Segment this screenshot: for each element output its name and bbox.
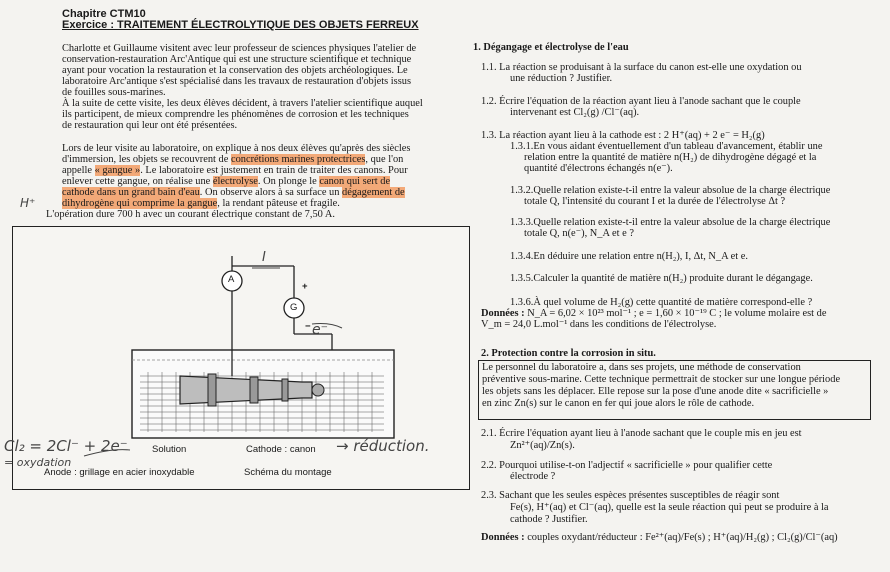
- info-line: préventive sous-marine. Cette technique permettrait de stocker sur une longue période: [482, 374, 841, 385]
- intro-line: conservation-restauration Arc'Antique qui est une structure scientifique et technique: [62, 54, 412, 65]
- cathode-label: Cathode : canon: [246, 444, 316, 455]
- handwritten-current: I: [262, 250, 266, 265]
- intro-line: cathode dans un grand bain d'eau. On observe alors à sa surface un dégagement de: [62, 187, 405, 198]
- intro-line: ayant pour vocation la restauration et la conservation des objets archéologiques. Le: [62, 65, 408, 76]
- section2-title: 2. Protection contre la corrosion in situ.: [481, 348, 656, 359]
- question-2-3-cont: Fe(s), H⁺(aq) et Cl⁻(aq), quelle est la seule réaction qui peut se produire à la: [510, 502, 829, 513]
- intro-line: dihydrogène qui comprime la gangue, la rendant pâteuse et fragile.: [62, 198, 340, 209]
- info-line: en zinc Zn(s) sur le canon en fer qui joue alors le rôle de cathode.: [482, 398, 755, 409]
- highlight: dihydrogène qui comprime la gangue: [62, 198, 218, 209]
- intro-line: Lors de leur visite au laboratoire, on explique à nos deux élèves qu'après des siècles: [62, 143, 411, 154]
- question-1-1-cont: une réduction ? Justifier.: [510, 73, 613, 84]
- question-1-3-3-cont: totale Q, n(e⁻), N_A et e ?: [524, 228, 634, 239]
- info-line: les objets sans les déplacer. Elle repose sur la pose d'une anode dite « sacrificielle »: [482, 386, 829, 397]
- schema-caption: Schéma du montage: [244, 467, 332, 478]
- solution-label: Solution: [152, 444, 187, 455]
- intro-line: enlever cette gangue, on réalise une électrolyse. On plonge le canon qui sert de: [62, 176, 391, 187]
- question-1-3-1-cont: quantité d'électrons échangés n(e⁻).: [524, 163, 673, 174]
- question-1-1: 1.1. La réaction se produisant à la surface du canon est-elle une oxydation ou: [481, 62, 802, 73]
- intro-line: de restauration qui leur ont été présentées.: [62, 120, 238, 131]
- question-2-2-cont: électrode ?: [510, 471, 556, 482]
- highlight: « gangue »: [94, 165, 141, 176]
- question-1-2: 1.2. Écrire l'équation de la réaction ayant lieu à l'anode sachant que le couple: [481, 96, 801, 107]
- intro-line: L'opération dure 700 h avec un courant électrique constant de 7,50 A.: [46, 209, 335, 220]
- minus-sign: −: [305, 321, 311, 332]
- ammeter-label: A: [228, 274, 235, 285]
- question-2-1: 2.1. Écrire l'équation ayant lieu à l'anode sachant que le couple mis en jeu est: [481, 428, 802, 439]
- info-line: Le personnel du laboratoire a, dans ses projets, une méthode de conservation: [482, 362, 801, 373]
- highlight: électrolyse: [212, 176, 258, 187]
- generator-label: G: [290, 302, 298, 313]
- question-1-2-cont: intervenant est Cl₂(g) /Cl⁻(aq).: [510, 107, 640, 118]
- question-1-3-6: 1.3.6.À quel volume de H₂(g) cette quantité de matière correspond-elle ?: [510, 297, 813, 308]
- exercise-title: Exercice : TRAITEMENT ÉLECTROLYTIQUE DES OBJETS FERREUX: [62, 19, 419, 31]
- section1-title: 1. Dégangage et électrolyse de l'eau: [473, 42, 629, 53]
- intro-line: appelle « gangue ». Le laboratoire est justement en train de traiter des canons. Pour: [62, 165, 408, 176]
- question-2-2: 2.2. Pourquoi utilise-t-on l'adjectif « sacrificielle » pour qualifier cette: [481, 460, 773, 471]
- data-1: Données : N_A = 6,02 × 10²³ mol⁻¹ ; e = 1,60 × 10⁻¹⁹ C ; le volume molaire est de: [481, 308, 827, 319]
- handwritten-electron: e⁻: [312, 322, 329, 338]
- handwritten-reduction: → réduction.: [336, 437, 430, 455]
- question-1-3-1: 1.3.1.En vous aidant éventuellement d'un tableau d'avancement, établir une: [510, 141, 823, 152]
- data-2: Données : couples oxydant/réducteur : Fe²⁺(aq)/Fe(s) ; H⁺(aq)/H₂(g) ; Cl₂(g)/Cl⁻(aq): [481, 532, 838, 543]
- intro-line: Charlotte et Guillaume visitent avec leur professeur de sciences physiques l'atelier de: [62, 43, 417, 54]
- intro-line: laboratoire Arc'antique s'est spécialisé dans les travaux de restauration d'objets issus: [62, 76, 411, 87]
- highlight: cathode dans un grand bain d'eau: [62, 187, 200, 198]
- intro-line: À la suite de cette visite, les deux élèves décident, à travers l'atelier scientifique auquel: [62, 98, 423, 109]
- intro-line: d'immersion, les objets se recouvrent de concrétions marines protectrices, que l'on: [62, 154, 404, 165]
- question-1-3-1-cont: relation entre la quantité de matière n(H₂) de dihydrogène dégagé et la: [524, 152, 817, 163]
- question-1-3-3: 1.3.3.Quelle relation existe-t-il entre la valeur absolue de la charge électrique: [510, 217, 831, 228]
- question-2-1-cont: Zn²⁺(aq)/Zn(s).: [510, 440, 575, 451]
- question-2-3-cont: cathode ? Justifier.: [510, 514, 588, 525]
- handwritten-oxidation: = oxydation: [4, 456, 72, 469]
- intro-line: de fouilles sous-marines.: [62, 87, 166, 98]
- highlight: concrétions marines protectrices: [230, 154, 366, 165]
- plus-sign: +: [302, 281, 308, 292]
- handwritten-note: H⁺: [20, 196, 36, 210]
- intro-line: ils participent, de mieux comprendre les phénomènes de corrosion et les techniques: [62, 109, 409, 120]
- anode-label: Anode : grillage en acier inoxydable: [44, 467, 195, 478]
- chapter-title: Chapitre CTM10: [62, 8, 146, 20]
- highlight: dégagement de: [342, 187, 405, 198]
- highlight: canon qui sert de: [319, 176, 391, 187]
- data-1-cont: V_m = 24,0 L.mol⁻¹ dans les conditions de l'électrolyse.: [481, 319, 717, 330]
- question-1-3-4: 1.3.4.En déduire une relation entre n(H₂), I, Δt, N_A et e.: [510, 251, 748, 262]
- question-1-3-2-cont: totale Q, l'intensité du courant I et la durée de l'électrolyse Δt ?: [524, 196, 786, 207]
- question-1-3: 1.3. La réaction ayant lieu à la cathode est : 2 H⁺(aq) + 2 e⁻ = H₂(g): [481, 130, 765, 141]
- question-1-3-5: 1.3.5.Calculer la quantité de matière n(H₂) produite durant le dégangage.: [510, 273, 813, 284]
- question-2-3: 2.3. Sachant que les seules espèces présentes susceptibles de réagir sont: [481, 490, 780, 501]
- handwritten-equation: Cl₂ = 2Cl⁻ + 2e⁻: [4, 437, 128, 455]
- question-1-3-2: 1.3.2.Quelle relation existe-t-il entre la valeur absolue de la charge électrique: [510, 185, 831, 196]
